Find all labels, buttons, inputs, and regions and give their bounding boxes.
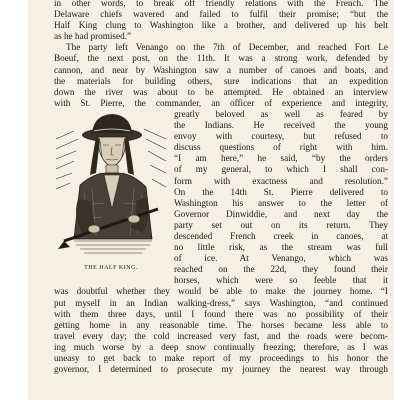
text-line: On the 14th St. Pierre delivered to: [174, 186, 388, 197]
book-page: [28, 0, 394, 400]
text-line: ing much worse by a deep snow continually freezing; therefore, as I was: [54, 341, 388, 352]
text-line: uneasy to get back to make report of my proceedings to his honor the: [54, 353, 388, 363]
figure-wrap-block: [54, 109, 388, 287]
text-line: with them three days, until I found there was no possibility of their: [54, 308, 388, 319]
text-line: discuss questions of right with him.: [174, 142, 388, 153]
body-text: [54, 0, 388, 375]
text-line: greatly beloved as well as feared by: [174, 108, 388, 119]
text-line: put myself in an Indian walking-dress,” says Washington, “and continued: [54, 297, 388, 308]
half-king-figure: [54, 109, 168, 274]
text-line: horses, which were so feeble that it: [174, 275, 388, 286]
text-line: descended French creek in canoes, at: [174, 230, 388, 241]
second-paragraph: [54, 42, 388, 109]
figure-caption: THE HALF KING.: [84, 264, 138, 271]
text-line: getting home in any reasonable time. The horses became less able to: [54, 319, 388, 330]
text-line: travel every day; the cold increased very fast, and the roads were becom-: [54, 330, 388, 341]
text-line: in other words, to break off friendly relations with the French. The: [54, 0, 388, 8]
top-paragraph: [54, 0, 388, 42]
text-line: no little risk, as the stream was full: [174, 242, 388, 253]
text-line: was doubtful whether they would be able to make the journey home. “I: [54, 286, 388, 297]
text-line: Delaware chiefs wavered and failed to fulfil their promise; “but the: [54, 9, 388, 20]
text-line: down the river was about to be attempted. He obtained an interview: [54, 86, 388, 97]
text-line: “I am here,” he said, “by the orders: [174, 153, 388, 164]
text-line: Half King clung to Washington like a brother, and delivered up his belt: [54, 20, 388, 31]
half-king-engraving: [54, 109, 168, 259]
text-line: Boeuf, the next post, on the 11th. It was a strong work, defended by: [54, 53, 388, 64]
text-line: the materials for building others, sure indications that an expedition: [54, 75, 388, 86]
text-line: The party left Venango on the 7th of December, and reached Fort Le: [66, 42, 388, 53]
text-line: Governor Dinwiddie, and next day the: [174, 208, 388, 219]
text-line: reached on the 22d, they found their: [174, 264, 388, 275]
text-line: as he had promised.”: [54, 31, 132, 42]
text-line: the Indians. He received the young: [174, 120, 388, 131]
bottom-paragraph: [54, 286, 388, 375]
text-line: of ice. At Venango, which was: [174, 253, 388, 264]
text-line: of my general, to which I shall con-: [174, 164, 388, 175]
text-line: party set out on its return. They: [174, 219, 388, 230]
text-line: Washington his answer to the letter of: [174, 197, 388, 208]
text-line: with St. Pierre, the commander, an officer of experience and integrity,: [54, 97, 388, 108]
text-line: cannon, and near by Washington saw a number of canoes and boats, and: [54, 64, 388, 75]
text-line: envoy with courtesy, but refused to: [174, 131, 388, 142]
wrapped-text-column: [174, 109, 388, 287]
text-line: form with exactness and resolution.”: [174, 175, 388, 186]
text-line: governor, I determined to prosecute my journey the nearest way through: [54, 364, 388, 375]
